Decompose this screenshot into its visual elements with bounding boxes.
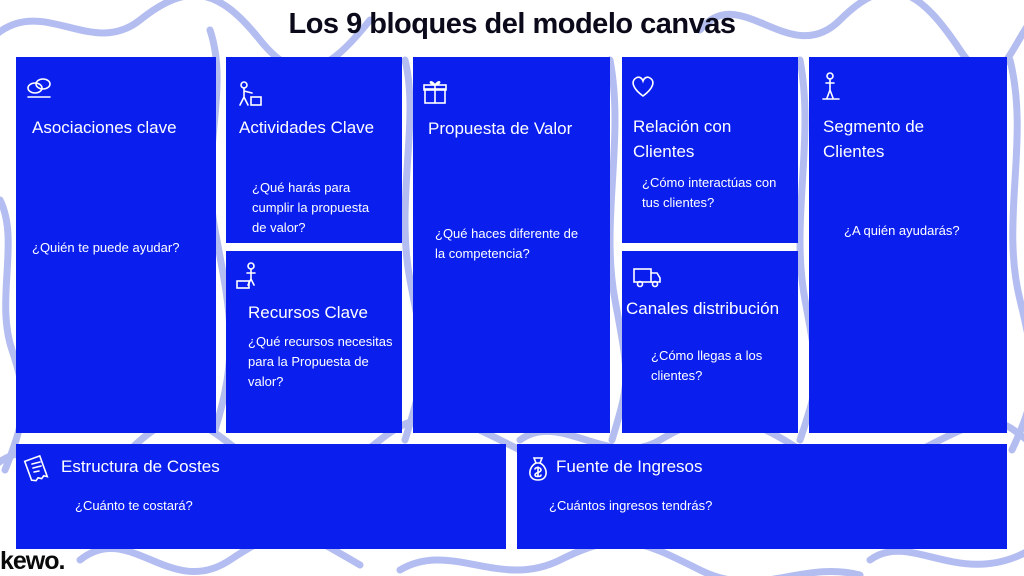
- brand-logo: kewo.: [0, 547, 65, 575]
- block-question: ¿Cuántos ingresos tendrás?: [549, 498, 713, 513]
- block-relacion-con-clientes: [622, 57, 798, 243]
- block-segmento-de-clientes: [809, 57, 1007, 433]
- worker-icon: [234, 79, 264, 109]
- block-asociaciones-clave: [16, 57, 216, 433]
- block-question: ¿Qué recursos necesitas para la Propuesta de valor?: [248, 334, 393, 389]
- page-title: Los 9 bloques del modelo canvas: [288, 8, 736, 40]
- block-canales-distribucion: [622, 251, 798, 433]
- resources-icon: [234, 261, 264, 291]
- block-title: Actividades Clave: [239, 118, 375, 137]
- block-title: Fuente de Ingresos: [556, 457, 703, 476]
- heart-icon: [628, 71, 658, 101]
- block-question: ¿Qué harás para cumplir la propuesta de valor?: [252, 180, 370, 235]
- block-title: Recursos Clave: [248, 303, 368, 322]
- block-actividades-clave: [226, 57, 402, 243]
- block-estructura-de-costes: [16, 444, 506, 549]
- block-question: ¿Qué haces diferente de la competencia?: [435, 226, 579, 261]
- block-propuesta-de-valor: [413, 57, 610, 433]
- person-icon: [815, 71, 845, 101]
- block-question: ¿Cómo llegas a los clientes?: [651, 348, 763, 383]
- block-question: ¿Quién te puede ayudar?: [32, 240, 180, 255]
- block-question: ¿A quién ayudarás?: [844, 223, 960, 238]
- block-title: Segmento de Clientes: [823, 117, 925, 161]
- handshake-icon: [24, 71, 54, 101]
- block-question: ¿Cuánto te costará?: [75, 498, 193, 513]
- block-question: ¿Cómo interactúas con tus clientes?: [642, 175, 777, 210]
- block-title: Propuesta de Valor: [428, 119, 573, 138]
- receipt-icon: [22, 454, 52, 484]
- truck-icon: [632, 261, 662, 291]
- block-recursos-clave: [226, 251, 402, 433]
- block-title: Canales distribución: [626, 299, 780, 318]
- gift-icon: [421, 77, 451, 107]
- block-title: Asociaciones clave: [32, 118, 177, 137]
- block-title: Relación con Clientes: [633, 117, 732, 161]
- block-title: Estructura de Costes: [61, 457, 220, 476]
- money-bag-icon: [523, 454, 553, 484]
- block-fuente-de-ingresos: [517, 444, 1007, 549]
